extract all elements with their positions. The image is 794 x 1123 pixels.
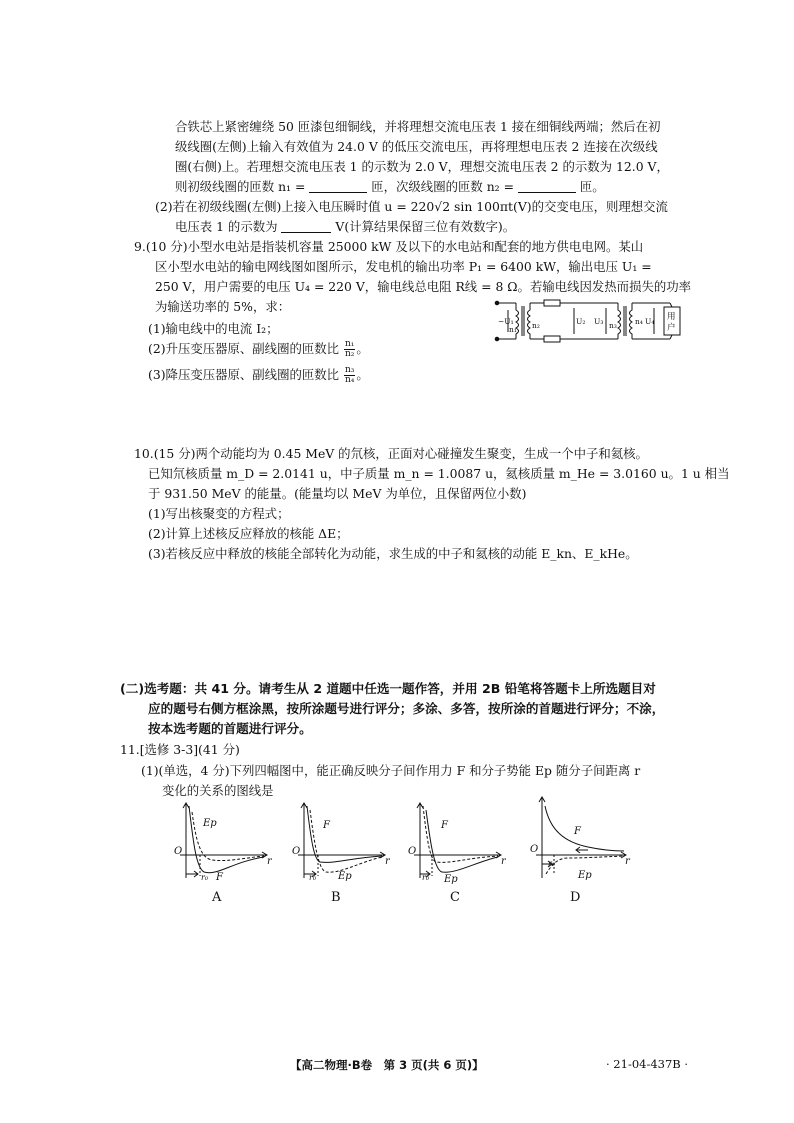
q9-part-3-end: 。: [356, 367, 369, 382]
graph-a-r-label: r: [267, 856, 272, 867]
q8-n1-label: 则初级线圈的匝数 n₁ =: [175, 179, 306, 194]
graph-b-origin-label: O: [292, 846, 301, 857]
graph-c-ep-label: Ep: [444, 874, 458, 885]
circuit-u2-label: U₂: [576, 317, 586, 326]
q9-part-3: [148, 366, 369, 385]
q8-n2-label: 匝，次级线圈的匝数 n₂ =: [371, 179, 514, 194]
q8-voltmeter-blank[interactable]: [281, 220, 331, 233]
q8-part2-line-2: [175, 218, 515, 236]
section2-line-1: (二)选考题：共 41 分。请考生从 2 道题中任选一题作答，并用 2B 铅笔将答题卡上所选题目对: [120, 681, 656, 696]
graph-a-f-label: F: [216, 872, 223, 883]
circuit-u4-label: U₄: [645, 317, 655, 326]
graph-d[interactable]: [528, 794, 632, 886]
q8-n2-blank[interactable]: [518, 180, 576, 193]
circuit-n3-label: n₃: [609, 321, 617, 330]
graph-a[interactable]: [172, 800, 272, 886]
q9-part-2-end: 。: [356, 341, 369, 356]
q9-line-1: 9.(10 分)小型水电站是指装机容量 25000 kW 及以下的水电站和配套的地方供电电网。某山: [134, 239, 644, 254]
graph-b-r0-label: r₀: [309, 873, 317, 882]
graph-d-r0-label: r₀: [548, 859, 556, 868]
q8-part2-line-1: (2)若在初级线圈(左侧)上接入电压瞬时值 u = 220√2 sin 100πt(V)的交变电压，则理想交流: [155, 199, 668, 214]
transmission-circuit-diagram: [492, 298, 692, 344]
q8-voltmeter-unit: V(计算结果保留三位有效数字)。: [335, 219, 516, 234]
graph-c-origin-label: O: [408, 846, 417, 857]
graph-b-ep-label: Ep: [338, 871, 352, 882]
q11-heading: 11.[选修 3-3](41 分): [120, 742, 240, 757]
page-footer: 【高二物理·B卷 第 3 页(共 6 页)】: [290, 1058, 484, 1072]
graph-d-f-label: F: [574, 826, 581, 837]
q8-line-4: [175, 178, 605, 196]
q10-part-3: (3)若核反应中释放的核能全部转化为动能，求生成的中子和氦核的动能 E_kn、E_kHe。: [148, 546, 638, 561]
graph-a-r0-label: r₀: [201, 873, 209, 882]
graph-c-option-label[interactable]: C: [450, 890, 460, 905]
circuit-n4-label: n₄: [635, 317, 643, 326]
q10-line-2: 已知氘核质量 m_D = 2.0141 u，中子质量 m_n = 1.0087 u，氦核质量 m_He = 3.0160 u。1 u 相当: [148, 466, 730, 481]
q9-part-2: [148, 340, 369, 359]
q8-line-2: 级线圈(左侧)上输入有效值为 24.0 V 的低压交流电压，再将理想电压表 2 连接在次级线: [175, 139, 658, 154]
graph-c[interactable]: [406, 800, 506, 886]
graph-c-r-label: r: [501, 856, 506, 867]
graph-a-ep-label: Ep: [203, 818, 217, 829]
q8-line-1: 合铁芯上紧密缠绕 50 匝漆包细铜线，并将理想交流电压表 1 接在细铜线两端；然后在初: [175, 119, 661, 134]
circuit-n1-label: n₁: [509, 325, 517, 334]
q9-part-2-text: (2)升压变压器原、副线圈的匝数比: [148, 341, 340, 356]
q9-line-3: 250 V，用户需要的电压 U₄ = 220 V，输电线总电阻 R线 = 8 Ω。若输电线因发热而损失的功率: [155, 279, 692, 294]
circuit-u1-label: ~U₁: [498, 317, 514, 326]
graph-a-option-label[interactable]: A: [212, 890, 222, 905]
section2-line-3: 按本选考题的首题进行评分。: [148, 721, 312, 736]
q11-line-1: (1)(单选，4 分)下列四幅图中，能正确反映分子间作用力 F 和分子势能 Ep 随分子间距离 r: [141, 763, 641, 778]
graph-a-origin-label: O: [174, 846, 183, 857]
graph-d-r-label: r: [625, 856, 630, 867]
section2-line-2: 应的题号右侧方框涂黑，按所涂题号进行评分；多涂、多答，按所涂的首题进行评分；不涂，: [148, 701, 665, 716]
q9-line-4: 为输送功率的 5%，求：: [155, 299, 291, 314]
q10-line-1: 10.(15 分)两个动能均为 0.45 MeV 的氘核，正面对心碰撞发生聚变，生成一个中子和氦核。: [134, 446, 648, 461]
q10-part-2: (2)计算上述核反应释放的核能 ΔE；: [148, 526, 349, 541]
q8-n2-unit: 匝。: [579, 179, 605, 194]
graph-d-origin-label: O: [530, 844, 539, 855]
circuit-user-label-1: 用: [667, 312, 676, 322]
q9-ratio-n3-n4: $\frac{\text{n₃}}{\text{n₄}}$: [344, 365, 355, 385]
q8-voltmeter-label: 电压表 1 的示数为: [175, 219, 278, 234]
q9-part-1: (1)输电线中的电流 I₂；: [148, 321, 279, 336]
q9-part-3-text: (3)降压变压器原、副线圈的匝数比: [148, 367, 340, 382]
graph-b[interactable]: [290, 800, 390, 886]
q8-n1-blank[interactable]: [309, 180, 367, 193]
paper-code: · 21-04-437B ·: [606, 1057, 689, 1071]
graph-d-option-label[interactable]: D: [570, 890, 581, 905]
circuit-n2-label: n₂: [532, 321, 540, 330]
graph-d-ep-label: Ep: [578, 870, 592, 881]
graph-b-r-label: r: [385, 856, 390, 867]
q10-line-3: 于 931.50 MeV 的能量。(能量均以 MeV 为单位，且保留两位小数): [148, 486, 527, 501]
graph-b-f-label: F: [323, 820, 330, 831]
q9-ratio-n1-n2: $\frac{\text{n₁}}{\text{n₂}}$: [344, 339, 355, 359]
circuit-user-label-2: 户: [667, 323, 676, 333]
q10-part-1: (1)写出核聚变的方程式；: [148, 506, 290, 521]
graph-c-r0-label: r₀: [422, 873, 430, 882]
q11-line-2: 变化的关系的图线是: [162, 783, 274, 798]
graph-c-f-label: F: [441, 820, 448, 831]
circuit-u3-label: U₃: [594, 317, 604, 326]
graph-b-option-label[interactable]: B: [331, 890, 341, 905]
q9-line-2: 区小型水电站的输电网线图如图所示，发电机的输出功率 P₁ = 6400 kW，输出电压 U₁ =: [155, 259, 652, 274]
q8-line-3: 圈(右侧)上。若理想交流电压表 1 的示数为 2.0 V，理想交流电压表 2 的示数为 12.0 V，: [175, 159, 669, 174]
